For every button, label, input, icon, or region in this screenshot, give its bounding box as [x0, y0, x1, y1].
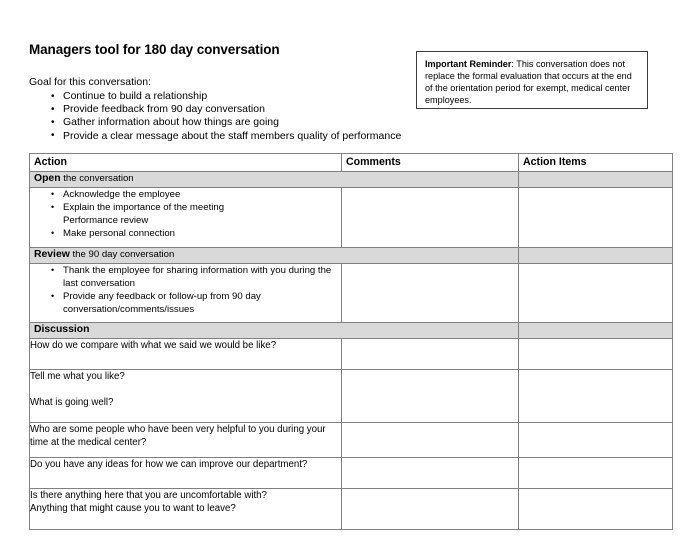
list-item-label: Acknowledge the employee — [63, 189, 181, 200]
comments-cell[interactable] — [342, 489, 519, 530]
bullet-icon: • — [51, 201, 55, 212]
question-cell — [30, 489, 342, 530]
list-item-label: Thank the employee for sharing information with you during the last conversation — [63, 265, 332, 289]
bullet-icon: • — [51, 188, 55, 199]
question-spacer — [30, 383, 341, 396]
section-header-row — [30, 172, 673, 188]
comments-cell[interactable] — [342, 339, 519, 370]
conversation-table — [29, 153, 673, 530]
question-cell — [30, 339, 342, 370]
reminder-body: This conversation does not replace the formal evaluation that occurs at the end of the orientation period for exempt, medical center employees. — [425, 59, 632, 106]
reminder-separator: : — [511, 59, 514, 69]
section-title-strong: Review — [34, 249, 70, 260]
bullet-icon: • — [51, 90, 55, 102]
list-item-label: Continue to build a relationship — [63, 90, 208, 102]
question-cell — [30, 370, 342, 423]
list-item — [29, 90, 409, 103]
action-items-cell[interactable] — [519, 489, 673, 530]
question-line: Anything that might cause you to want to leave? — [30, 503, 236, 514]
list-item-label: Gather information about how things are going — [63, 116, 279, 129]
table-row — [30, 264, 673, 323]
question-line: Do you have any ideas for how we can improve our department? — [30, 459, 308, 470]
table-row — [30, 370, 673, 423]
list-item — [30, 264, 341, 290]
section-action-items-cell[interactable] — [519, 172, 673, 188]
table-row — [30, 489, 673, 530]
action-items-cell[interactable] — [519, 423, 673, 458]
action-items-cell[interactable] — [519, 370, 673, 423]
list-item-label: Make personal connection — [63, 228, 175, 239]
list-item-label: Performance review — [63, 215, 149, 226]
question-line: Tell me what you like? — [30, 371, 125, 382]
section-title-rest: the 90 day conversation — [69, 249, 175, 260]
list-item — [29, 116, 409, 129]
question-line: Who are some people who have been very helpful to you during your time at the medical center? — [30, 424, 326, 448]
section-title-cell — [30, 248, 519, 264]
table-header-row — [30, 154, 673, 172]
section-title-cell — [30, 323, 519, 339]
action-items-cell[interactable] — [519, 264, 673, 323]
list-item — [30, 227, 341, 240]
list-item-label: Explain the importance of the meeting — [63, 202, 225, 213]
important-reminder-box — [416, 51, 648, 109]
bullet-icon: • — [51, 290, 55, 301]
list-item — [30, 290, 341, 316]
list-item-label: Provide feedback from 90 day conversation — [63, 103, 265, 116]
section-bullet-list — [30, 264, 341, 316]
question-line: What is going well? — [30, 397, 114, 408]
section-header-row — [30, 323, 673, 339]
comments-cell[interactable] — [342, 423, 519, 458]
action-items-cell[interactable] — [519, 339, 673, 370]
bullet-icon: • — [51, 130, 55, 142]
list-item — [29, 103, 409, 116]
section-title-strong: Open — [34, 173, 61, 184]
list-item — [29, 130, 409, 143]
section-items-cell — [30, 264, 342, 323]
section-title-cell — [30, 172, 519, 188]
section-title-rest: the conversation — [60, 173, 134, 184]
goal-lead-text: Goal for this conversation: — [29, 76, 151, 88]
comments-cell[interactable] — [342, 458, 519, 489]
question-line: How do we compare with what we said we would be like? — [30, 340, 277, 351]
list-item-label: Provide a clear message about the staff members quality of performance — [63, 129, 402, 142]
list-item — [30, 188, 341, 201]
bullet-icon: • — [51, 227, 55, 238]
action-items-cell[interactable] — [519, 188, 673, 248]
goal-section — [29, 76, 409, 143]
page-title: Managers tool for 180 day conversation — [29, 42, 280, 57]
list-item — [30, 201, 341, 214]
section-action-items-cell[interactable] — [519, 323, 673, 339]
comments-cell[interactable] — [342, 188, 519, 248]
action-items-cell[interactable] — [519, 458, 673, 489]
table-row — [30, 423, 673, 458]
bullet-icon: • — [51, 103, 55, 115]
question-cell — [30, 458, 342, 489]
bullet-icon: • — [51, 116, 55, 128]
question-line: Is there anything here that you are uncomfortable with? — [30, 490, 267, 501]
goal-bullet-list — [29, 90, 409, 143]
column-header-comments: Comments — [342, 154, 519, 172]
bullet-icon: • — [51, 264, 55, 275]
question-cell — [30, 423, 342, 458]
column-header-action-items: Action Items — [519, 154, 673, 172]
table-row — [30, 458, 673, 489]
section-header-row — [30, 248, 673, 264]
section-items-cell — [30, 188, 342, 248]
table-row — [30, 188, 673, 248]
reminder-label: Important Reminder — [425, 59, 512, 69]
table-row — [30, 339, 673, 370]
list-item-continuation — [30, 214, 341, 227]
comments-cell[interactable] — [342, 370, 519, 423]
section-title-strong: Discussion — [34, 324, 90, 335]
section-action-items-cell[interactable] — [519, 248, 673, 264]
reminder-text — [425, 58, 640, 106]
list-item-label: Provide any feedback or follow-up from 90 day conversation/comments/issues — [63, 291, 261, 315]
comments-cell[interactable] — [342, 264, 519, 323]
column-header-action: Action — [30, 154, 342, 172]
section-bullet-list — [30, 188, 341, 240]
